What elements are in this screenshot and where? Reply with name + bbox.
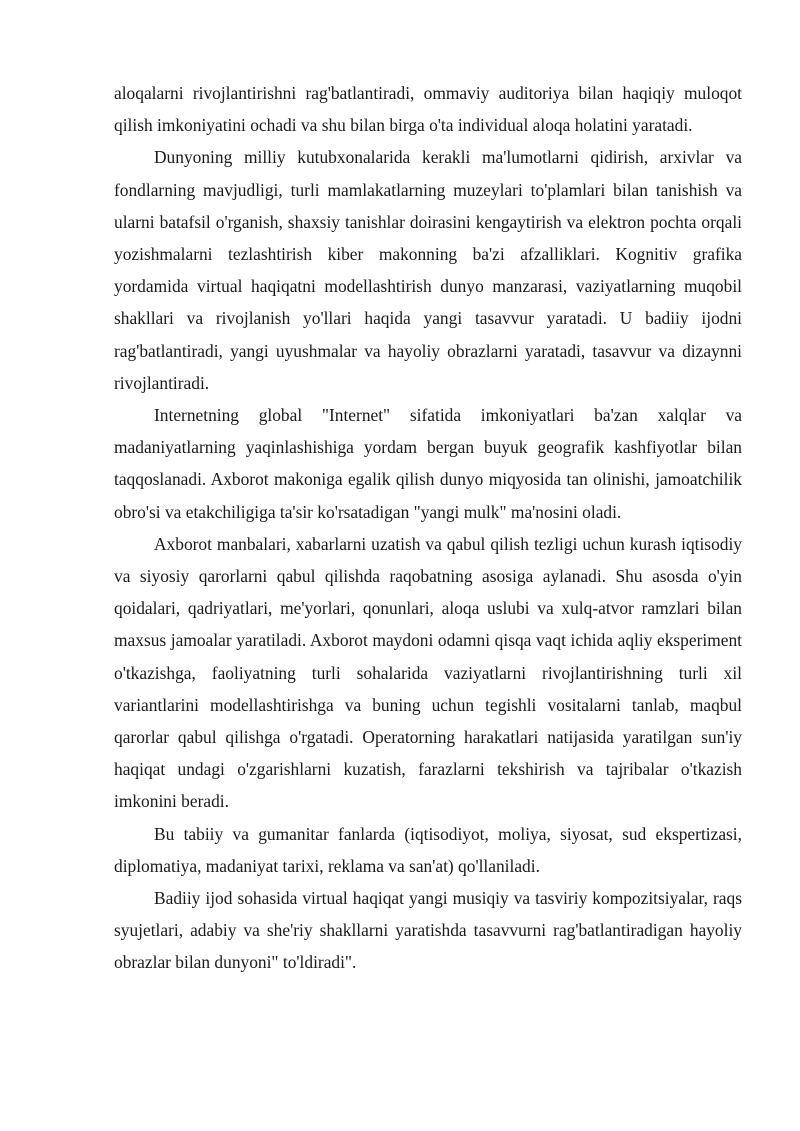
paragraph-information-sources: Axborot manbalari, xabarlarni uzatish va qabul qilish tezligi uchun kurash iqtisodiy va siyosiy qarorlarni qabul qilishda raqobatning asosiga aylanadi. Shu asosda o'yin qoidalari, qadriyatlari, me'yorlari, qonunlari, aloqa uslubi va xulq-atvor ramzlari bilan maxsus jamoalar yaratiladi. Axborot maydoni odamni qisqa vaqt ichida aqliy eksperiment o'tkazishga, faoliyatning turli sohalarida vaziyatlarni rivojlantirishning turli xil variantlarini modellashtirishga va buning uchun tegishli vositalarni tanlab, maqbul qarorlar qabul qilishga o'rgatadi. Operatorning harakatlari natijasida yaratilgan sun'iy haqiqat undagi o'zgarishlarni kuzatish, farazlarni tekshirish va tajribalar o'tkazish imkonini beradi. xyxy=(114,533,742,812)
document-page xyxy=(114,77,742,979)
paragraph-continuation: aloqalarni rivojlantirishni rag'batlantiradi, ommaviy auditoriya bilan haqiqiy muloqot qilish imkoniyatini ochadi va shu bilan birga o'ta individual aloqa holatini yaratadi. xyxy=(114,83,742,136)
paragraph-internet-global: Internetning global "Internet" sifatida imkoniyatlari ba'zan xalqlar va madaniyatlarning yaqinlashishiga yordam bergan buyuk geografik kashfiyotlar bilan taqqoslanadi. Axborot makoniga egalik qilish dunyo miqyosida tan olinishi, jamoatchilik obro'si va etakchiligiga ta'sir ko'rsatadigan "yangi mulk" ma'nosini oladi. xyxy=(114,405,742,522)
paragraph-applications: Bu tabiiy va gumanitar fanlarda (iqtisodiyot, moliya, siyosat, sud ekspertizasi, diplomatiya, madaniyat tarixi, reklama va san'at) qo'llaniladi. xyxy=(114,823,742,876)
paragraph-artistic-creativity: Badiiy ijod sohasida virtual haqiqat yangi musiqiy va tasviriy kompozitsiyalar, raqs syujetlari, adabiy va she'riy shakllarni yaratishda tasavvurni rag'batlantiradigan hayoliy obrazlar bilan dunyoni" to'ldiradi". xyxy=(114,888,742,973)
paragraph-cyberspace-advantages: Dunyoning milliy kutubxonalarida kerakli ma'lumotlarni qidirish, arxivlar va fondlarning mavjudligi, turli mamlakatlarning muzeylari to'plamlari bilan tanishish va ularni batafsil o'rganish, shaxsiy tanishlar doirasini kengaytirish va elektron pochta orqali yozishmalarni tezlashtirish kiber makonning ba'zi afzalliklari. Kognitiv grafika yordamida virtual haqiqatni modellashtirish dunyo manzarasi, vaziyatlarning muqobil shakllari va rivojlanish yo'llari haqida yangi tasavvur yaratadi. U badiiy ijodni rag'batlantiradi, yangi uyushmalar va hayoliy obrazlarni yaratadi, tasavvur va dizaynni rivojlantiradi. xyxy=(114,147,742,393)
